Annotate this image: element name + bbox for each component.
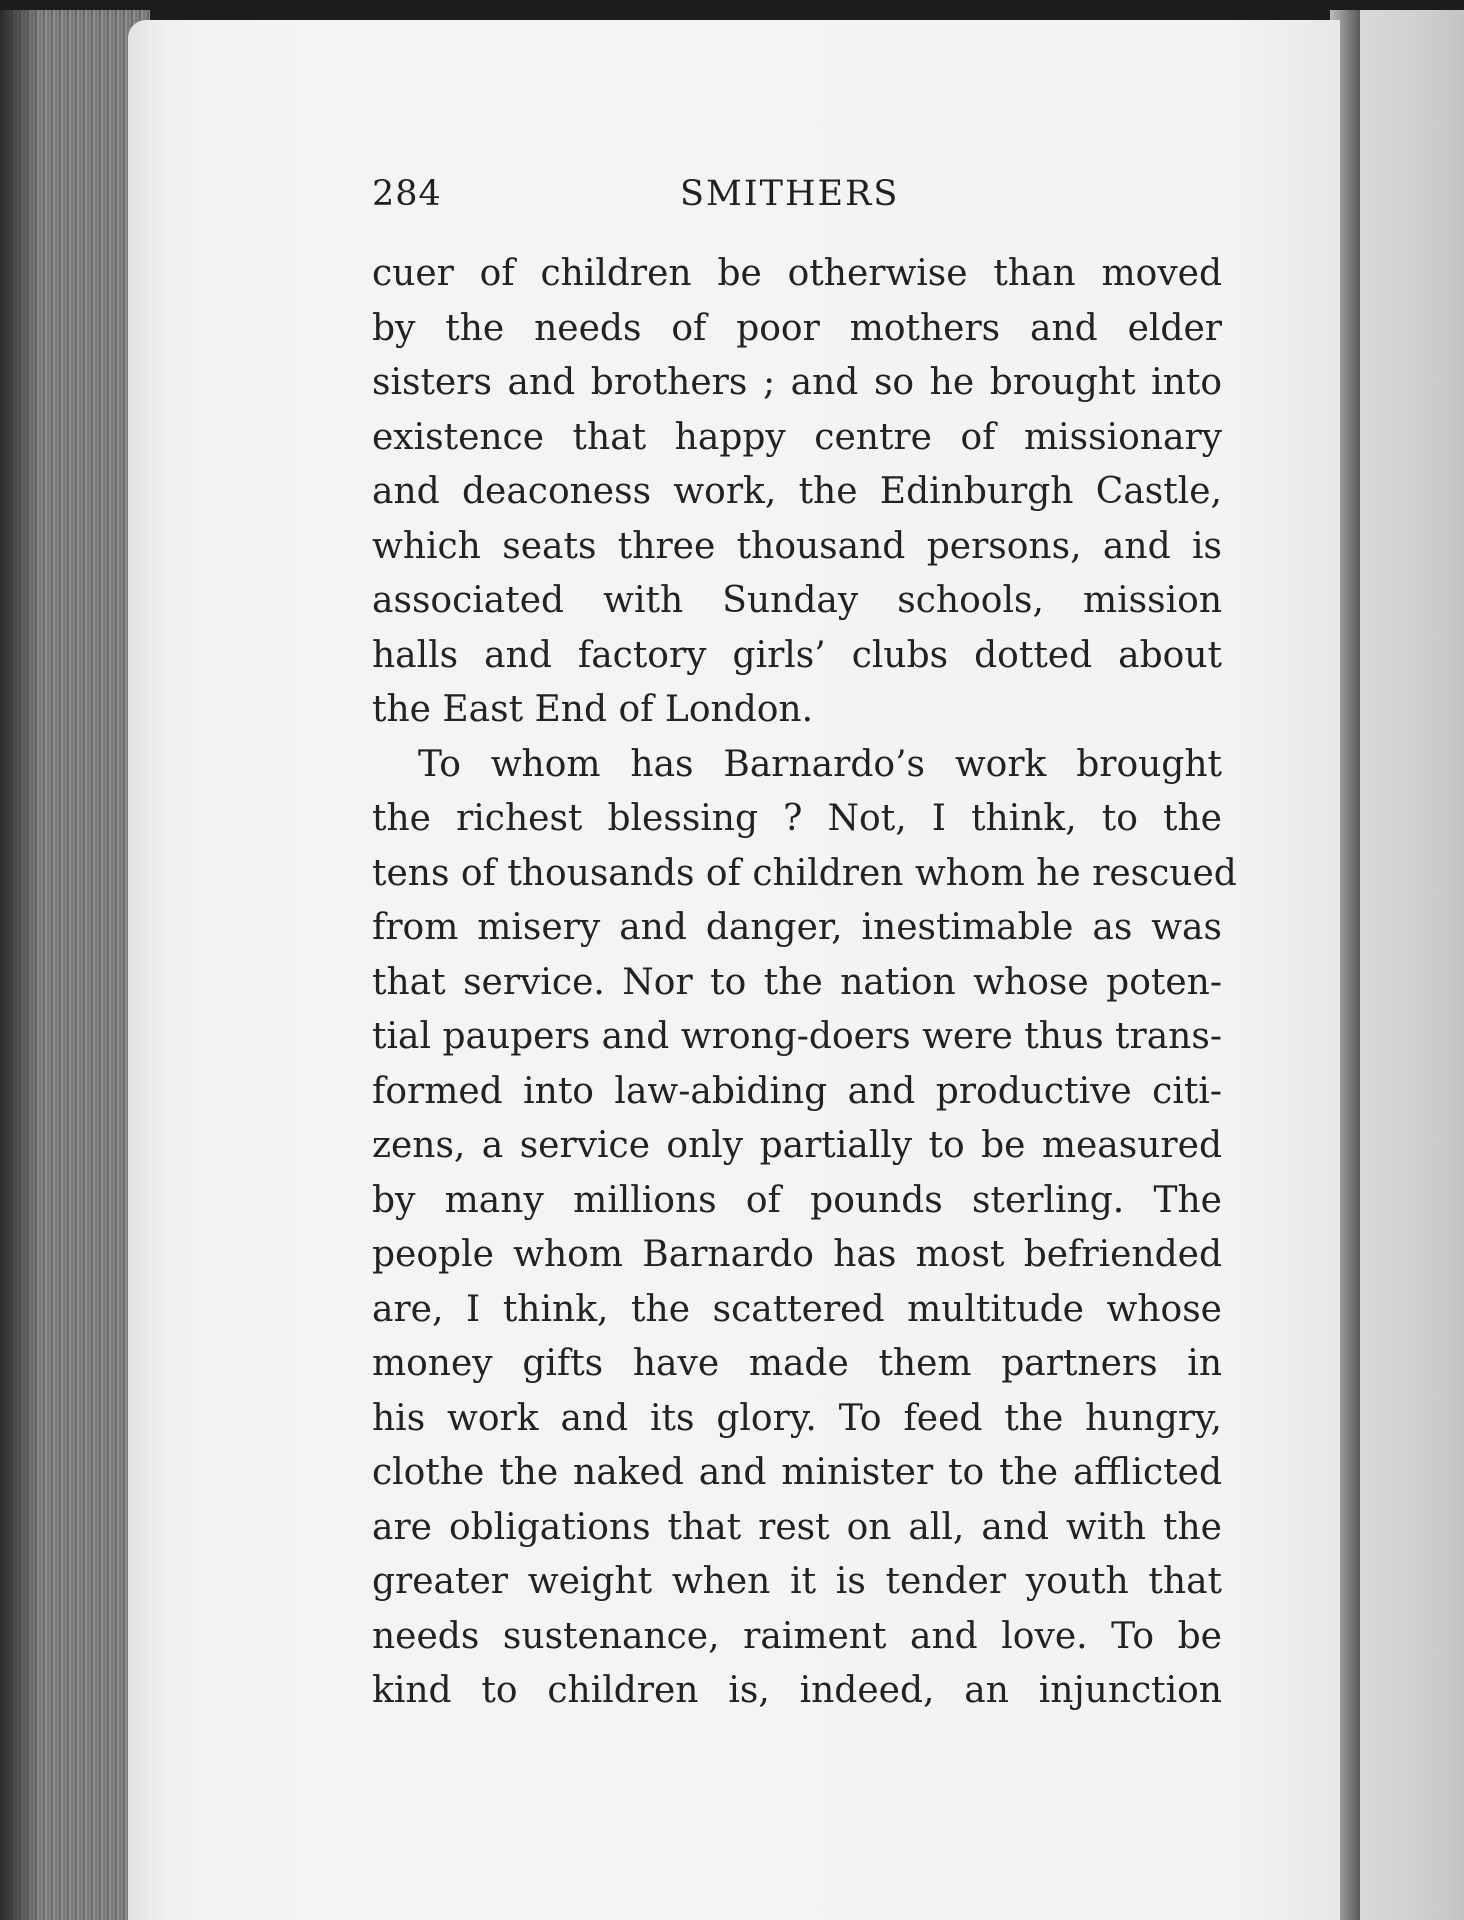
text-line: that service. Nor to the nation whose poten- [372,961,1222,1003]
body-text [372,247,1237,1719]
text-line: from misery and danger, inestimable as was [372,907,1222,948]
text-line: To whom has Barnardo’s work brought [418,743,1222,785]
text-line: tial paupers and wrong-doers were thus trans- [372,1016,1222,1057]
text-line: people whom Barnardo has most befriended [372,1234,1222,1275]
text-line: zens, a service only partially to be measured [372,1125,1222,1166]
text-line: his work and its glory. To feed the hungry, [372,1397,1222,1439]
text-line: the richest blessing ? Not, I think, to the [372,798,1222,839]
text-line: cuer of children be otherwise than moved [372,253,1222,294]
text-line: halls and factory girls’ clubs dotted about [372,634,1222,676]
text-line: are, I think, the scattered multitude whose [372,1288,1222,1330]
text-line: formed into law-abiding and productive citi- [372,1070,1222,1112]
text-line: greater weight when it is tender youth that [372,1561,1222,1602]
text-line: clothe the naked and minister to the afflicted [372,1452,1222,1493]
text-line: by the needs of poor mothers and elder [372,307,1222,349]
text-line: existence that happy centre of missionary [372,416,1222,458]
text-line: sisters and brothers ; and so he brought into [372,362,1222,403]
running-head: SMITHERS [680,174,900,214]
text-line: and deaconess work, the Edinburgh Castle, [372,471,1222,512]
text-line: kind to children is, indeed, an injunction [372,1670,1222,1711]
text-line: the East End of London. [372,689,814,730]
text-line: which seats three thousand persons, and is [372,525,1222,567]
page-edge-shadow [0,10,40,1920]
facing-page-edge [1360,10,1464,1920]
page-number: 284 [372,174,442,214]
page-header [372,174,912,230]
text-line: are obligations that rest on all, and with the [372,1506,1222,1548]
text-line: needs sustenance, raiment and love. To be [372,1615,1222,1657]
text-line: associated with Sunday schools, mission [372,580,1222,621]
text-line: money gifts have made them partners in [372,1343,1222,1384]
text-line: by many millions of pounds sterling. The [372,1179,1222,1221]
text-line: tens of thousands of children whom he rescued [372,852,1237,894]
